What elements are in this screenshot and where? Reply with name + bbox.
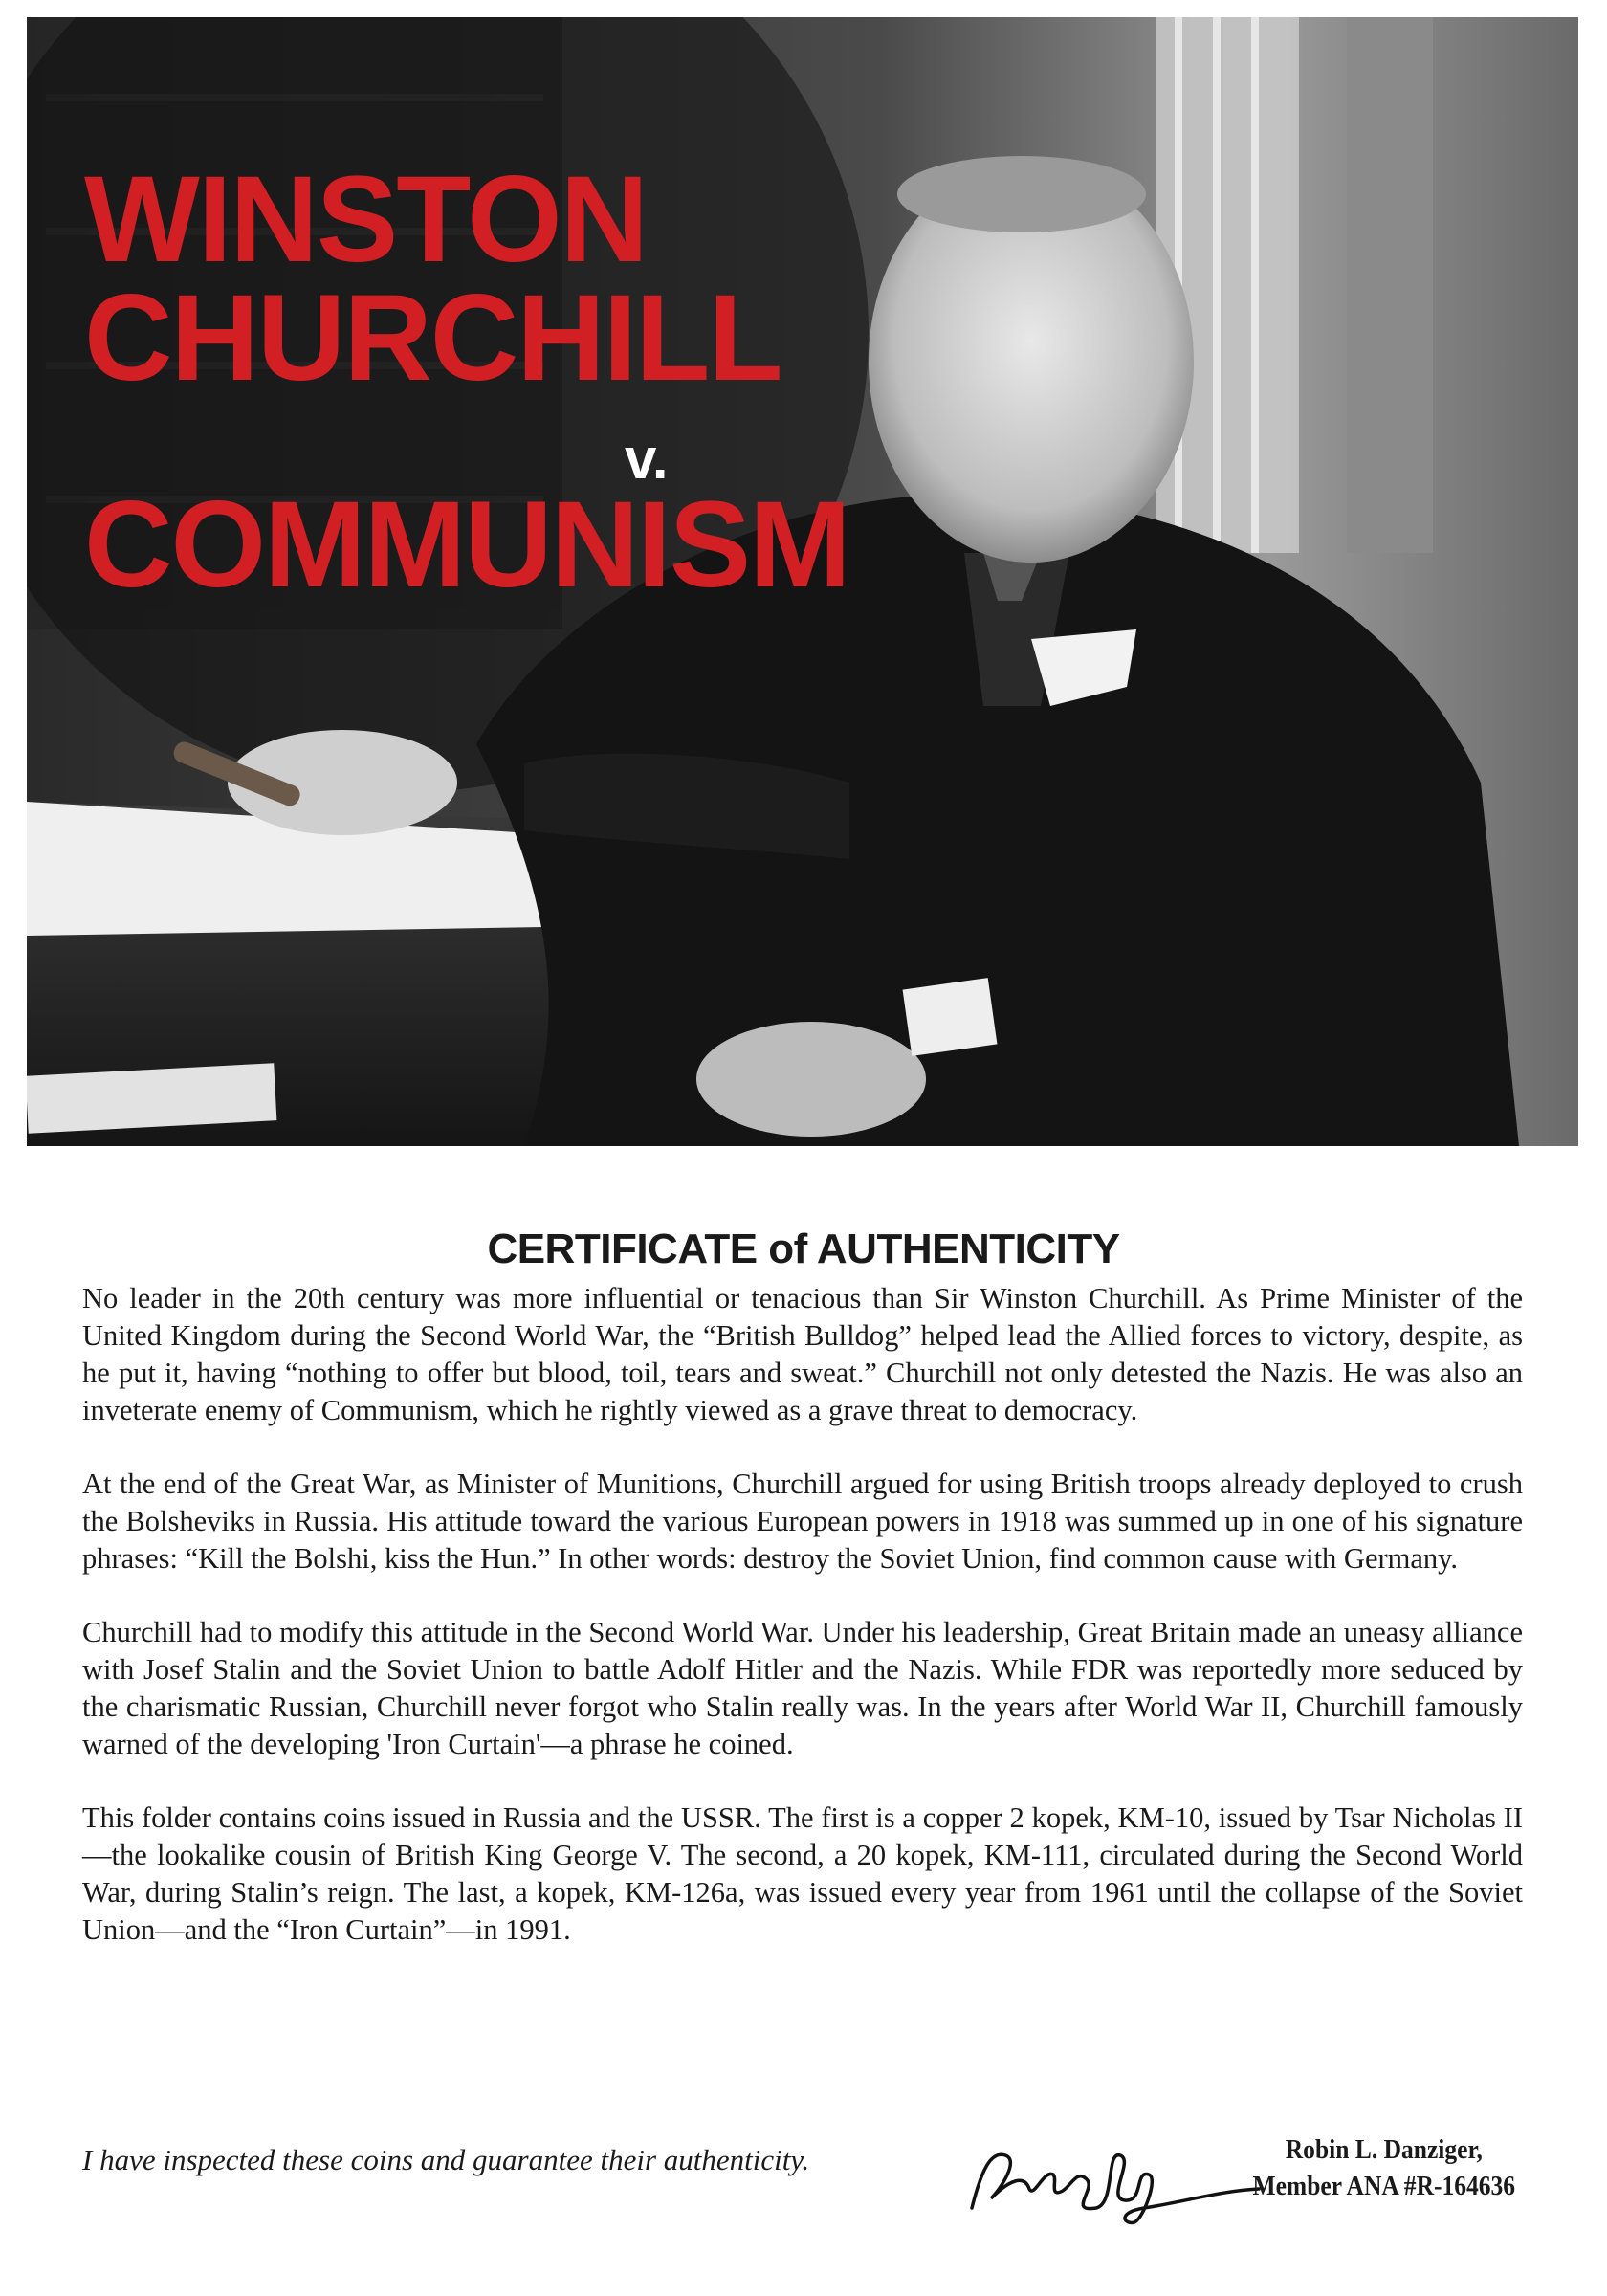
paragraph-2: At the end of the Great War, as Minister of Munitions, Churchill argued for using British troops already deployed to crush the Bolsheviks in Russia. His attitude toward the various European powers in 1918 was summed up in one of his signature phrases: “Kill the Bolshi, kiss the Hun.” In other words: destroy the Soviet Union, find common cause with Germany. <box>82 1468 1523 1575</box>
header-photo <box>27 17 1578 1146</box>
paragraph-4: This folder contains coins issued in Russia and the USSR. The first is a copper 2 kopek, KM-10, issued by Tsar Nicholas II—the lookalike cousin of British King George V. The second, a 20 kopek, KM-111, circulated during the Second World War, during Stalin’s reign. The last, a kopek, KM-126a, was issued every year from 1961 until the collapse of the Soviet Union—and the “Iron Curtain”—in 1991. <box>82 1801 1523 1946</box>
handwritten-signature <box>953 2131 1268 2227</box>
certificate-body <box>82 1280 1523 1985</box>
signer-name: Robin L. Danziger, <box>1285 2134 1483 2165</box>
title-versus: v. <box>625 427 669 491</box>
certificate-footer <box>82 2131 1523 2237</box>
signer-membership: Member ANA #R-164636 <box>1252 2171 1516 2201</box>
title-winston: WINSTON <box>84 151 648 288</box>
certificate-heading: CERTIFICATE of AUTHENTICITY <box>487 1225 1120 1272</box>
paragraph-1: No leader in the 20th century was more influential or tenacious than Sir Winston Churchill. As Prime Minister of the United Kingdom during the Second World War, the “British Bulldog” helped lead the Allied forces to victory, despite, as he put it, having “nothing to offer but blood, toil, tears and sweat.” Churchill not only detested the Nazis. He was also an inveterate enemy of Communism, which he rightly viewed as a grave threat to democracy. <box>82 1282 1523 1426</box>
signer-block <box>1245 2131 1523 2204</box>
guarantee-statement: I have inspected these coins and guarantee their authenticity. <box>82 2143 810 2176</box>
title-churchill: CHURCHILL <box>84 270 781 407</box>
title-communism: COMMUNISM <box>84 476 849 613</box>
title-block <box>27 17 888 687</box>
paragraph-3: Churchill had to modify this attitude in the Second World War. Under his leadership, Great Britain made an uneasy alliance with Josef Stalin and the Soviet Union to battle Adolf Hitler and the Nazis. While FDR was reportedly more seduced by the charismatic Russian, Churchill never forgot who Stalin really was. In the years after World War II, Churchill famously warned of the developing 'Iron Curtain'—a phrase he coined. <box>82 1616 1523 1760</box>
